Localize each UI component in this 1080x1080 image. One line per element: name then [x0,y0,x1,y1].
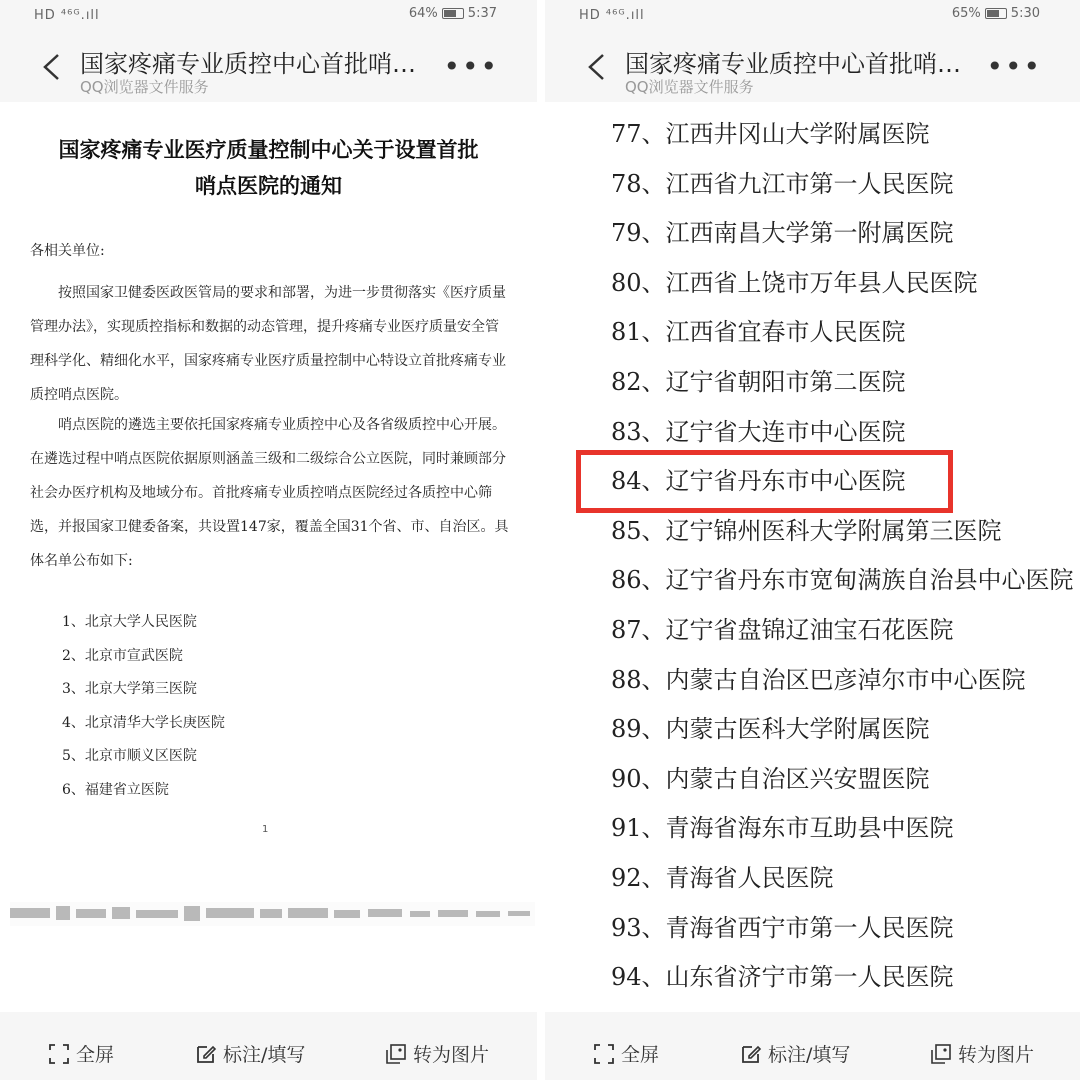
paragraph-1: 按照国家卫健委医政医管局的要求和部署，为进一步贯彻落实《医疗质量管理办法》，实现质控指标和数据的动态管理，提升疼痛专业医疗质量安全管理科学化、精细化水平，国家疼痛专业医疗质量控制中心特设立首批疼痛专业质控哨点医院。 [30,285,506,403]
bottom-toolbar [545,1012,1080,1080]
annotate-label: 标注/填写 [768,1044,851,1066]
pane-divider [537,0,545,1080]
highlight-box [576,450,953,513]
list-item: 5、北京市顺义区医院 [62,748,197,765]
fullscreen-icon [48,1043,70,1065]
document-viewer[interactable] [0,102,537,1012]
list-item: 4、北京清华大学长庚医院 [62,714,225,731]
list-item: 1、北京大学人民医院 [62,614,197,630]
list-item: 91、青海省海东市互助县中医院 [611,814,954,843]
list-item-highlighted: 84、辽宁省丹东市中心医院 [611,467,906,496]
list-item: 83、辽宁省大连市中心医院 [611,417,906,446]
fullscreen-label: 全屏 [621,1044,660,1066]
list-item: 6、福建省立医院 [62,781,169,798]
list-item: 92、青海省人民医院 [611,863,834,892]
document-title [0,132,537,204]
page-title: 国家疼痛专业质控中心首批哨… [80,50,416,78]
list-item: 94、山东省济宁市第一人民医院 [611,963,954,992]
annotate-button[interactable] [740,1040,850,1067]
image-convert-icon [385,1043,407,1065]
salutation: 各相关单位: [30,243,105,259]
edit-icon [195,1043,217,1065]
back-arrow-icon[interactable] [585,52,609,82]
edit-icon [740,1043,762,1065]
fullscreen-button[interactable] [593,1040,659,1067]
bottom-toolbar [0,1012,537,1080]
status-right-group [952,6,1040,21]
more-options-icon[interactable]: ••• [443,50,499,83]
signal-indicator: HD ⁴⁶ᴳ.ıll [34,8,100,23]
list-item: 80、江西省上饶市万年县人民医院 [611,268,978,297]
list-item: 81、江西省宜春市人民医院 [611,318,906,347]
title-bar [545,32,1080,102]
list-item: 82、辽宁省朝阳市第二医院 [611,367,906,396]
page-subtitle: QQ浏览器文件服务 [625,78,754,96]
scan-artifact-strip [10,902,535,926]
list-item: 93、青海省西宁市第一人民医院 [611,913,954,942]
list-item: 90、内蒙古自治区兴安盟医院 [611,764,930,793]
list-item: 85、辽宁锦州医科大学附属第三医院 [611,516,1002,545]
battery-percent: 65% [951,6,981,21]
annotate-label: 标注/填写 [223,1044,306,1066]
fullscreen-label: 全屏 [76,1044,115,1066]
hospital-list-page1 [62,606,225,808]
status-right-group [409,6,497,21]
fullscreen-button[interactable] [48,1040,114,1067]
convert-to-image-label: 转为图片 [413,1044,490,1066]
clock: 5:37 [467,6,497,21]
back-arrow-icon[interactable] [40,52,64,82]
page-subtitle: QQ浏览器文件服务 [80,78,209,96]
document-title-line1: 国家疼痛专业医疗质量控制中心关于设置首批 [58,137,479,162]
list-item: 89、内蒙古医科大学附属医院 [611,715,930,744]
list-item: 2、北京市宣武医院 [62,647,183,664]
list-item: 78、江西省九江市第一人民医院 [611,169,954,198]
more-options-icon[interactable]: ••• [986,50,1042,83]
page-title: 国家疼痛专业质控中心首批哨… [625,50,961,78]
list-item: 79、江西南昌大学第一附属医院 [611,219,954,248]
title-bar [0,32,537,102]
right-screenshot [545,0,1080,1080]
status-bar [545,0,1080,32]
annotate-button[interactable] [195,1040,305,1067]
list-item: 86、辽宁省丹东市宽甸满族自治县中心医院 [611,566,1074,595]
hospital-list [611,110,1074,1003]
convert-to-image-button[interactable] [385,1040,489,1067]
battery-icon [442,8,464,19]
status-bar [0,0,537,32]
list-item: 3、北京大学第三医院 [62,681,197,698]
fullscreen-icon [593,1043,615,1065]
convert-to-image-label: 转为图片 [958,1044,1035,1066]
list-item: 88、内蒙古自治区巴彦淖尔市中心医院 [611,665,1026,694]
page-number: 1 [262,824,269,835]
document-title-line2: 哨点医院的通知 [195,173,342,198]
battery-icon [985,8,1007,19]
image-convert-icon [930,1043,952,1065]
battery-percent: 64% [408,6,438,21]
clock: 5:30 [1010,6,1040,21]
signal-indicator: HD ⁴⁶ᴳ.ıll [579,8,645,23]
list-item: 77、江西井冈山大学附属医院 [611,120,930,148]
convert-to-image-button[interactable] [930,1040,1034,1067]
left-screenshot [0,0,537,1080]
document-viewer[interactable] [545,102,1080,1012]
list-item: 87、辽宁省盘锦辽油宝石花医院 [611,615,954,644]
paragraph-2: 哨点医院的遴选主要依托国家疼痛专业质控中心及各省级质控中心开展。在遴选过程中哨点医院依据原则涵盖三级和二级综合公立医院，同时兼顾部分社会办医疗机构及地域分布。首批疼痛专业质控哨点医院经过各质控中心筛选，并报国家卫健委备案，共设置147家，覆盖全国31个省、市、自治区。具体名单公布如下: [30,417,509,569]
